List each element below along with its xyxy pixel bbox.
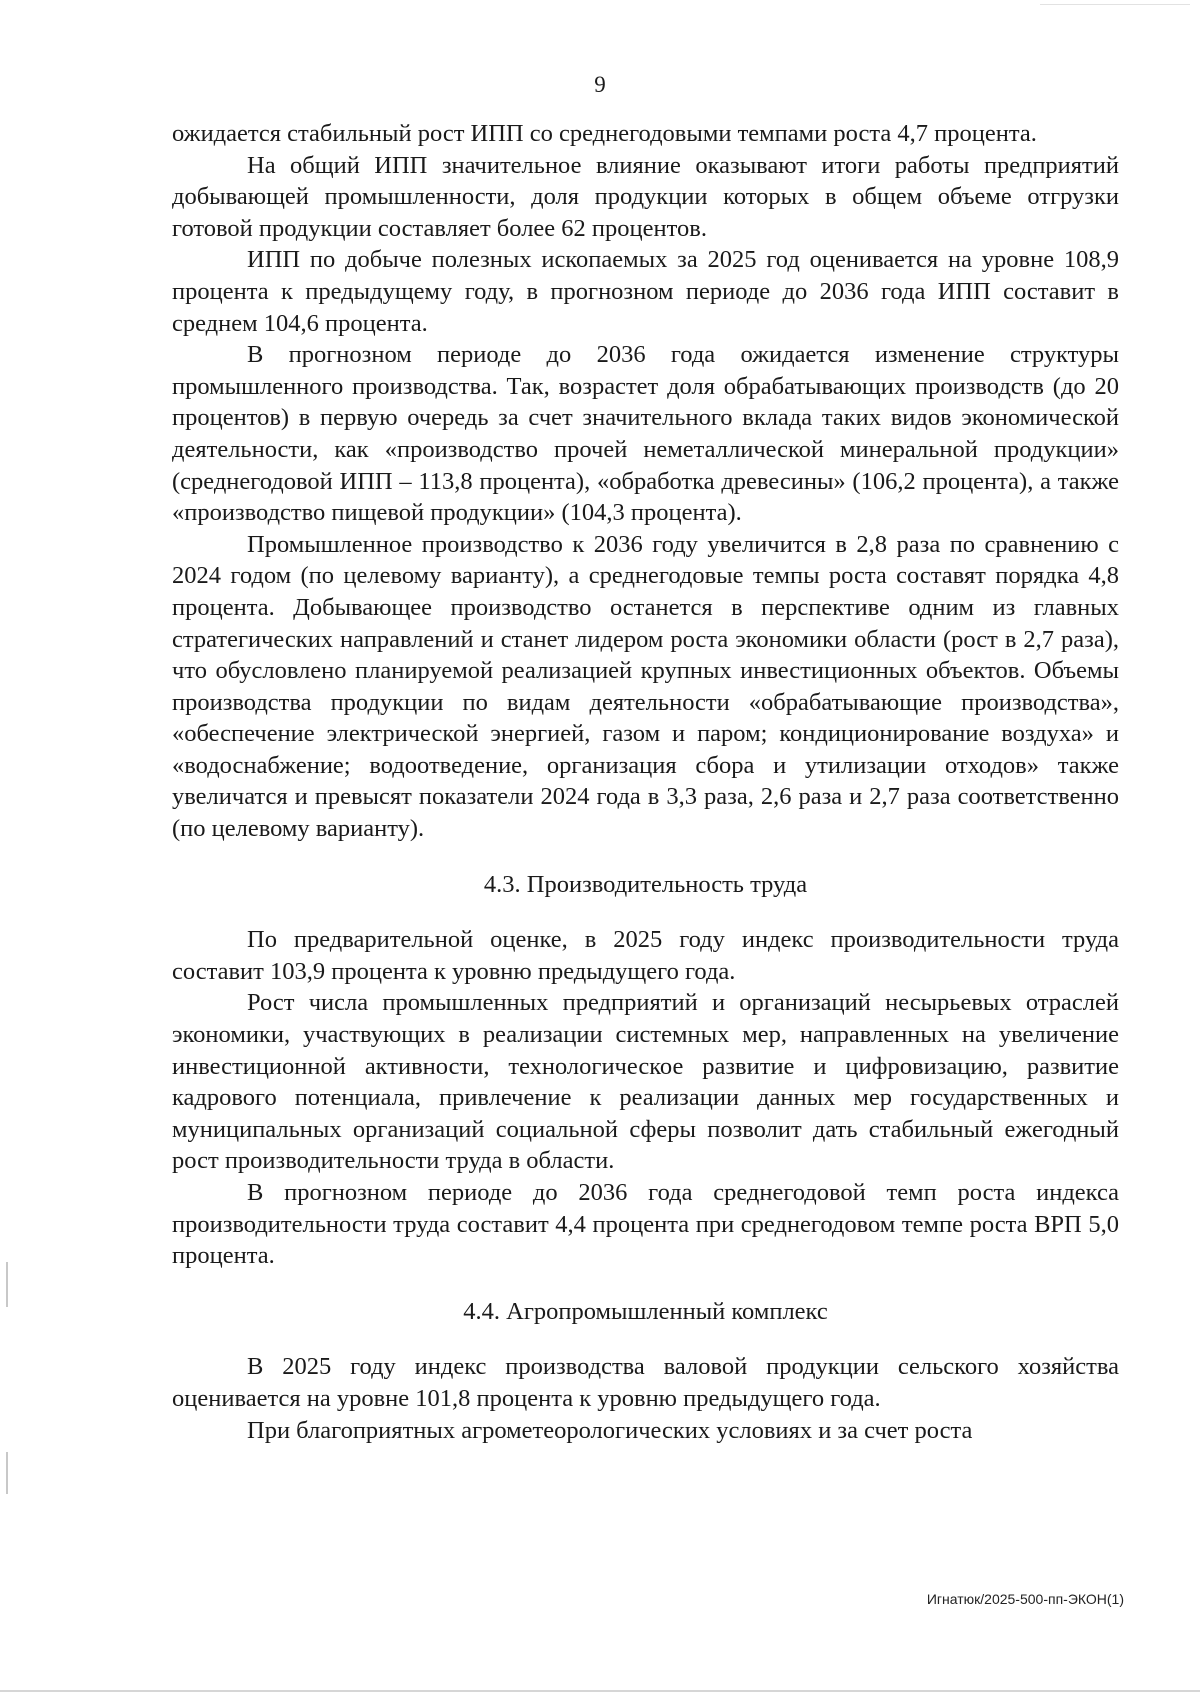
section-heading-labor-productivity: 4.3. Производительность труда xyxy=(483,870,808,898)
paragraph: Промышленное производство к 2036 году увеличится в 2,8 раза по сравнению с 2024 годом (по целевому варианту), а среднегодовые темпы роста составят порядка 4,8 процента. Добывающее производство останется в перспективе одним из главных стратегических направлений и станет лидером роста экономики области (рост в 2,7 раза), что обусловлено планируемой реализацией крупных инвестиционных объектов. Объемы производства продукции по видам деятельности «обрабатывающие производства», «обеспечение электрической энергией, газом и паром; кондиционирование воздуха» и «водоснабжение; водоотведение, организация сбора и утилизации отходов» также увеличатся и превысят показатели 2024 года в 3,3 раза, 2,6 раза и 2,7 раза соответственно (по целевому варианту). xyxy=(172,530,1119,843)
paragraph: На общий ИПП значительное влияние оказывают итоги работы предприятий добывающей промышленности, доля продукции которых в общем объеме отгрузки готовой продукции составляет более 62 процентов. xyxy=(172,151,1119,242)
page-number: 9 xyxy=(594,72,606,97)
scan-artifact-bottom xyxy=(0,1690,1200,1692)
paragraph: При благоприятных агрометеорологических условиях и за счет роста xyxy=(247,1416,973,1444)
document-footer-code: Игнатюк/2025-500-пп-ЭКОН(1) xyxy=(926,1591,1124,1607)
paragraph: По предварительной оценке, в 2025 году индекс производительности труда составит 103,9 процента к уровню предыдущего года. xyxy=(172,926,1119,985)
paragraph: В 2025 году индекс производства валовой продукции сельского хозяйства оценивается на уровне 101,8 процента к уровню предыдущего года. xyxy=(172,1353,1119,1412)
document-body xyxy=(172,118,1119,1446)
paragraph: ИПП по добыче полезных ископаемых за 2025 год оценивается на уровне 108,9 процента к предыдущему году, в прогнозном периоде до 2036 года ИПП составит в среднем 104,6 процента. xyxy=(172,246,1119,337)
paragraph: ожидается стабильный рост ИПП со среднегодовыми темпами роста 4,7 процента. xyxy=(172,120,1037,147)
paragraph: Рост числа промышленных предприятий и организаций несырьевых отраслей экономики, участвующих в реализации системных мер, направленных на увеличение инвестиционной активности, технологическое развитие и цифровизацию, развитие кадрового потенциала, привлечение к реализации данных мер государственных и муниципальных организаций социальной сферы позволит дать стабильный ежегодный рост производительности труда в области. xyxy=(172,989,1119,1175)
section-heading-agro-complex: 4.4. Агропромышленный комплекс xyxy=(463,1297,828,1325)
scan-artifact-top xyxy=(1040,4,1190,5)
paragraph: В прогнозном периоде до 2036 года ожидается изменение структуры промышленного производства. Так, возрастет доля обрабатывающих производств (до 20 процентов) в первую очередь за счет значительного вклада таких видов экономической деятельности, как «производство прочей неметаллической минеральной продукции» (среднегодовой ИПП – 113,8 процента), «обработка древесины» (106,2 процента), а также «производство пищевой продукции» (104,3 процента). xyxy=(172,341,1119,527)
paragraph: В прогнозном периоде до 2036 года среднегодовой темп роста индекса производительности труда составит 4,4 процента при среднегодовом темпе роста ВРП 5,0 процента. xyxy=(172,1179,1119,1270)
scan-artifact-left xyxy=(6,1262,8,1307)
scan-artifact-left xyxy=(6,1452,8,1494)
